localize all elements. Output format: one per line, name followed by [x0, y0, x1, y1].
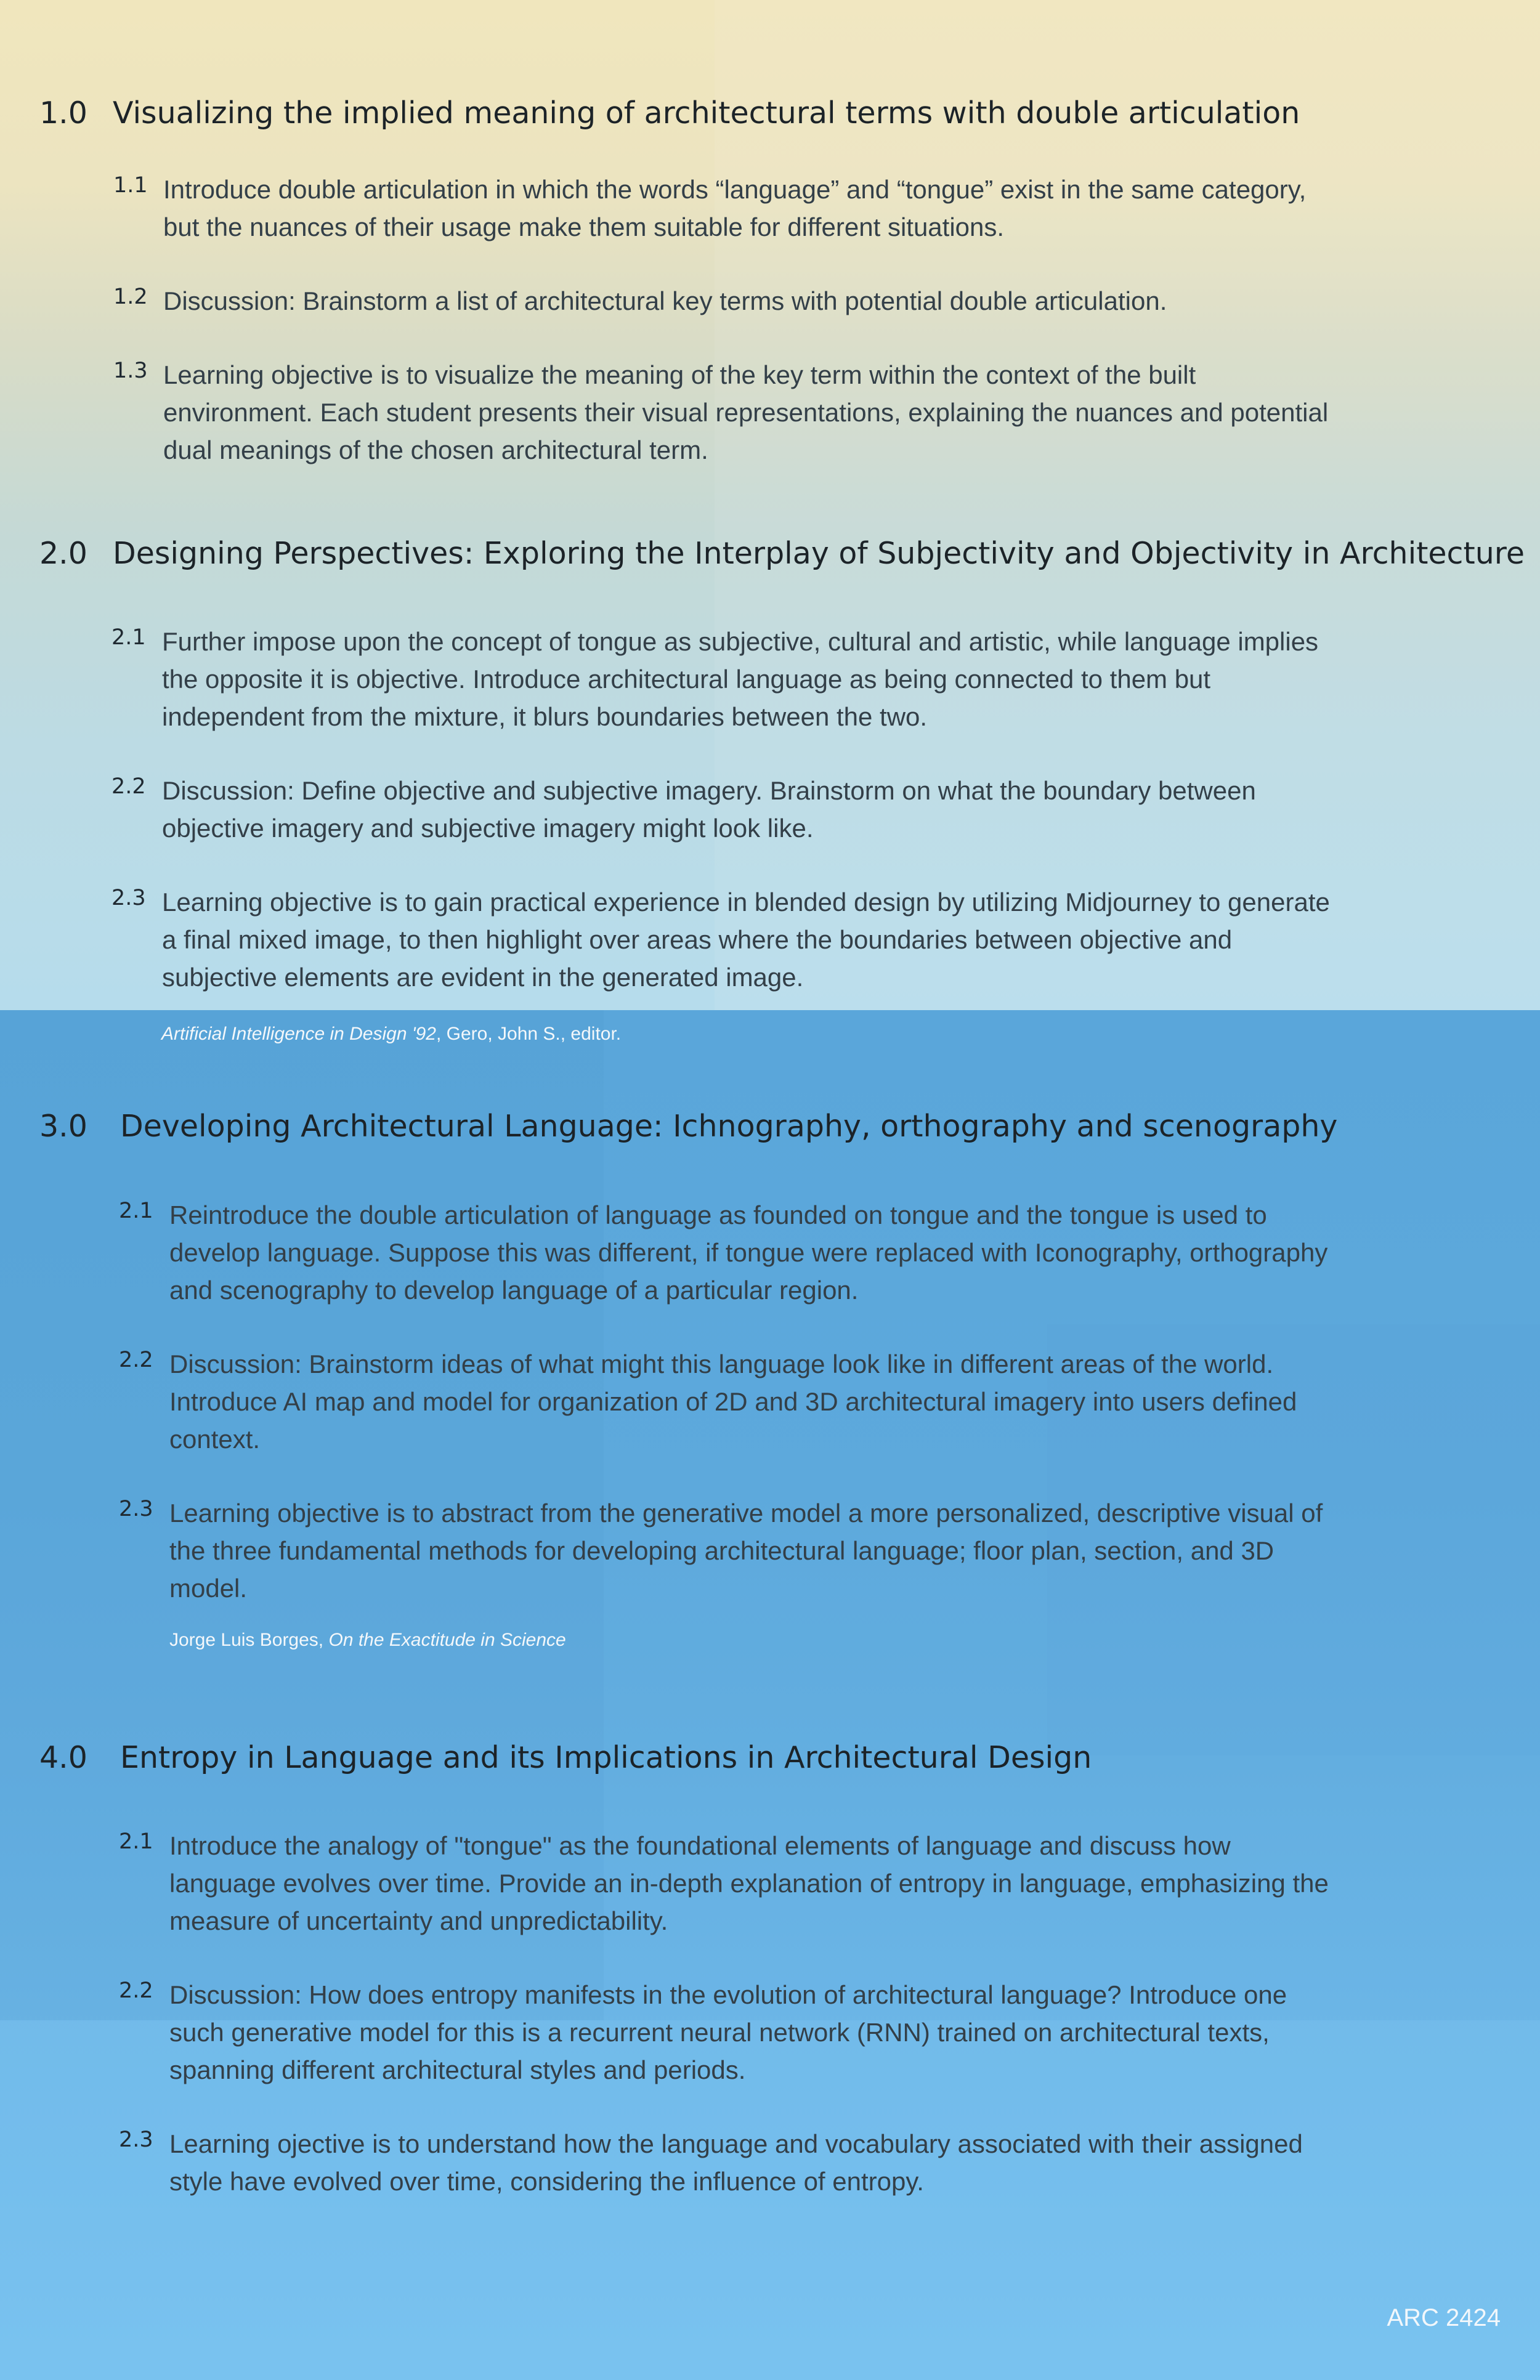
item-number: 2.1 [111, 625, 146, 650]
section-title: Visualizing the implied meaning of architectural terms with double articulation [113, 95, 1300, 131]
item-number: 1.1 [113, 173, 148, 198]
item-text: Learning ojective is to understand how the language and vocabulary associated with their assigned style have evolved over time, considering the influence of entropy. [169, 2129, 1303, 2196]
background-texture [715, 0, 1540, 1010]
citation [169, 1630, 566, 1651]
item-number: 2.1 [119, 1199, 153, 1223]
item-text: Discussion: Brainstorm a list of architectural key terms with potential double articulation. [163, 286, 1167, 315]
item-text: Learning objective is to visualize the meaning of the key term within the context of the built environment. Each student presents their visual representations, explaining the nuances and potential dual meanings of the chosen architectural term. [163, 360, 1329, 464]
citation-author: , Gero, John S., editor. [436, 1024, 622, 1044]
item-text: Learning objective is to gain practical experience in blended design by utilizing Midjourney to generate a final mixed image, to then highlight over areas where the boundaries between objective and subjective elements are evident in the generated image. [162, 888, 1330, 992]
section-title: Developing Architectural Language: Ichnography, orthography and scenography [120, 1109, 1338, 1144]
item-number: 1.2 [113, 285, 148, 309]
section-title: Designing Perspectives: Exploring the Interplay of Subjectivity and Objectivity in Architecture [113, 536, 1525, 571]
citation [161, 1024, 621, 1045]
item-text: Introduce the analogy of "tongue" as the foundational elements of language and discuss how language evolves over time. Provide an in-depth explanation of entropy in language, emphasizing the measure of uncertainty and unpredictability. [169, 1831, 1329, 1935]
item-number: 2.2 [119, 1348, 153, 1372]
section-number: 4.0 [39, 1740, 87, 1775]
item-number: 2.3 [111, 886, 146, 910]
item-number: 2.3 [119, 2127, 153, 2152]
item-text: Discussion: Brainstorm ideas of what might this language look like in different areas of the world. Introduce AI map and model for organization of 2D and 3D architectural imagery into users defined context. [169, 1350, 1297, 1454]
item-text: Discussion: Define objective and subjective imagery. Brainstorm on what the boundary between objective imagery and subjective imagery might look like. [162, 776, 1256, 843]
item-text: Further impose upon the concept of tongue as subjective, cultural and artistic, while language implies the opposite it is objective. Introduce architectural language as being connected to them but independent from the mixture, it blurs boundaries between the two. [162, 627, 1319, 731]
item-number: 2.1 [119, 1829, 153, 1854]
item-number: 2.3 [119, 1497, 153, 1521]
item-text: Introduce double articulation in which the words “language” and “tongue” exist in the same category, but the nuances of their usage make them suitable for different situations. [163, 175, 1307, 241]
item-number: 2.2 [119, 1978, 153, 2003]
section-number: 3.0 [39, 1109, 87, 1144]
item-text: Reintroduce the double articulation of language as founded on tongue and the tongue is used to develop language. Suppose this was different, if tongue were replaced with Iconography, orthography and scenography to develop language of a particular region. [169, 1200, 1328, 1305]
item-number: 2.2 [111, 774, 146, 799]
section-title: Entropy in Language and its Implications in Architectural Design [120, 1740, 1092, 1775]
section-number: 2.0 [39, 536, 87, 571]
citation-title: On the Exactitude in Science [328, 1630, 566, 1650]
citation-author: Jorge Luis Borges, [169, 1630, 329, 1650]
citation-title: Artificial Intelligence in Design '92 [161, 1024, 436, 1044]
item-text: Learning objective is to abstract from the generative model a more personalized, descriptive visual of the three fundamental methods for developing architectural language; floor plan, section, and 3D model. [169, 1499, 1323, 1603]
section-number: 1.0 [39, 95, 87, 131]
item-number: 1.3 [113, 358, 148, 383]
course-code: ARC 2424 [1387, 2304, 1501, 2331]
item-text: Discussion: How does entropy manifests in the evolution of architectural language? Introduce one such generative model for this is a recurrent neural network (RNN) trained on architectural texts, spanning different architectural styles and periods. [169, 1980, 1287, 2084]
